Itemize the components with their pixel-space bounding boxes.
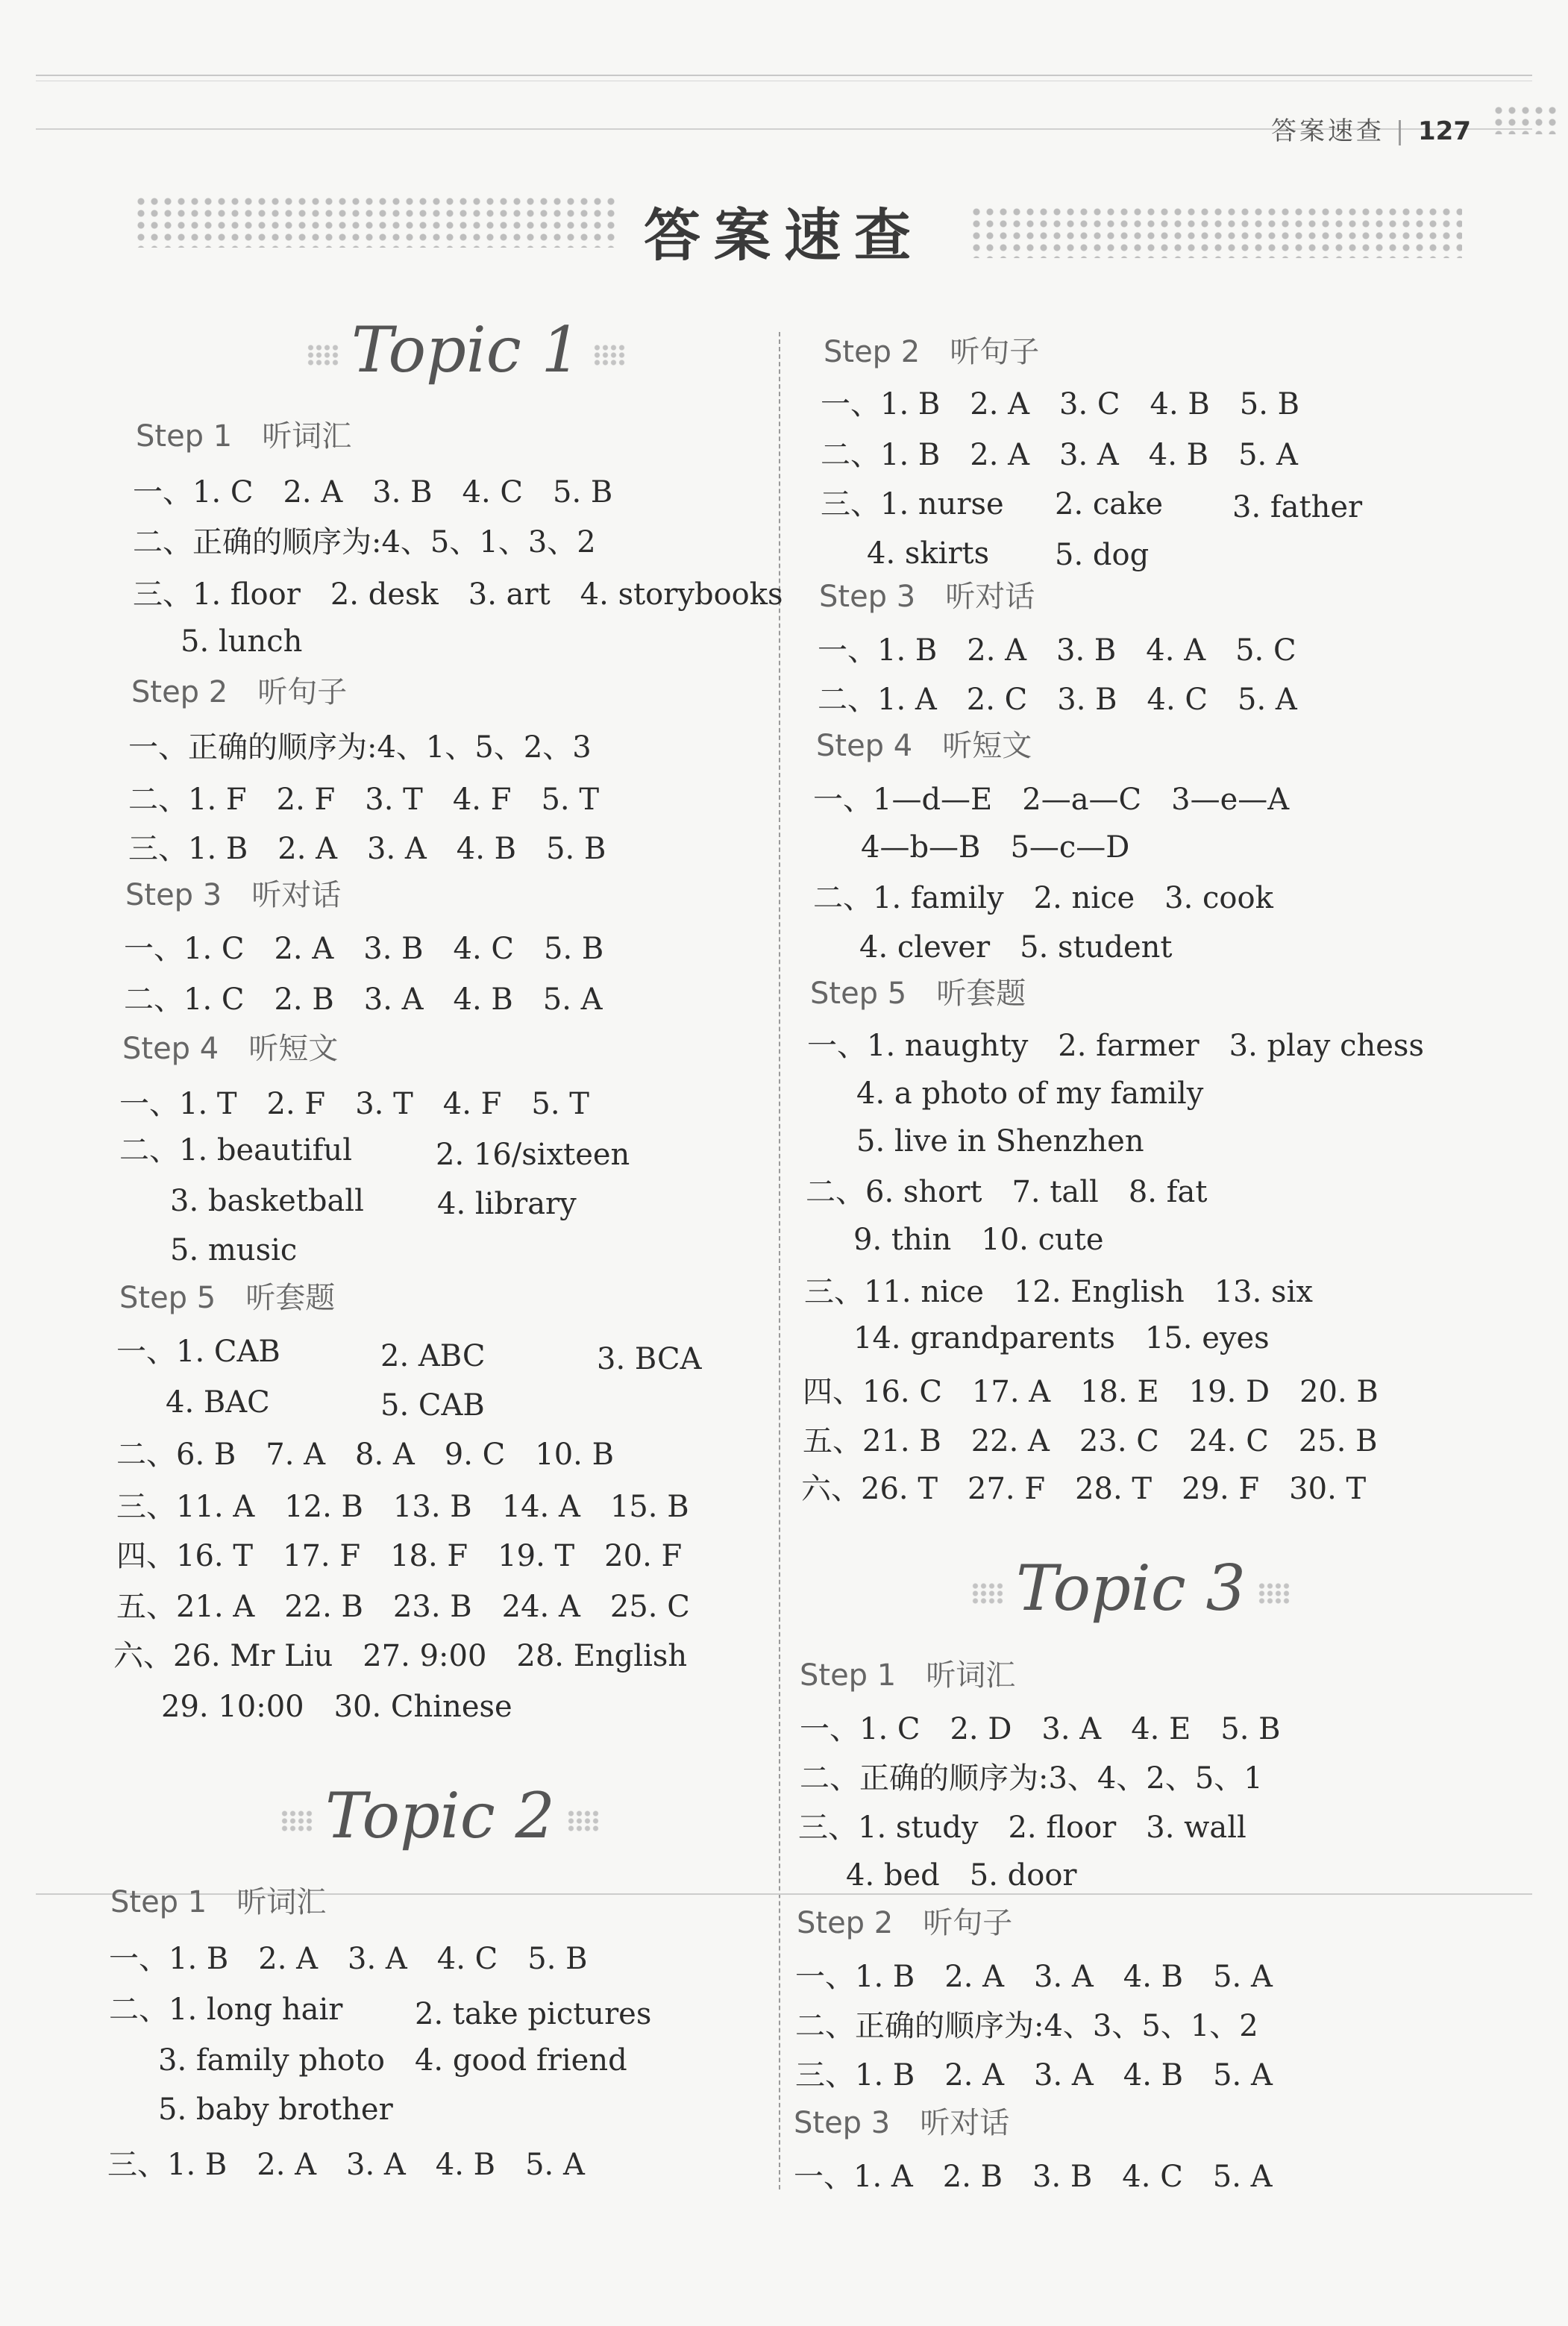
topic-2-label: Topic 2 [325, 1779, 555, 1852]
answer-line: 二、正确的顺序为:3、4、2、5、1 [800, 1761, 1263, 1796]
answer-line: 二、6. short 7. tall 8. fat [806, 1175, 1208, 1209]
answer-line: 三、1. B 2. A 3. A 4. B 5. A [107, 2148, 585, 2182]
answer-line: 六、26. Mr Liu 27. 9:00 28. English [113, 1639, 688, 1673]
answer-line: 5. CAB [380, 1388, 485, 1423]
answer-line: 四、16. T 17. F 18. F 19. T 20. F [116, 1539, 683, 1573]
answer-line: 2. 16/sixteen [436, 1138, 630, 1172]
answer-line: 一、1. CAB [116, 1335, 280, 1369]
answer-line: 二、正确的顺序为:4、3、5、1、2 [795, 2009, 1258, 2043]
running-header-section: 答案速查 [1270, 116, 1384, 146]
topic-dots-icon [307, 344, 339, 366]
topic-3-label: Topic 3 [1016, 1552, 1246, 1625]
answer-line: 二、1. F 2. F 3. T 4. F 5. T [128, 783, 600, 817]
t3-step2-heading: Step 2 听句子 [797, 1906, 1013, 1940]
t2-step2-heading: Step 2 听句子 [824, 335, 1040, 369]
answer-line: 一、1. naughty 2. farmer 3. play chess [807, 1029, 1424, 1063]
t1-step5-heading: Step 5 听套题 [119, 1281, 336, 1315]
t2-step4-heading: Step 4 听短文 [816, 729, 1032, 763]
answer-line: 5. music [170, 1233, 298, 1267]
t1-step2-heading: Step 2 听句子 [131, 675, 348, 709]
t1-step1-heading: Step 1 听词汇 [136, 419, 352, 454]
answer-line: 二、正确的顺序为:4、5、1、3、2 [133, 525, 596, 559]
answer-line: 三、11. nice 12. English 13. six [804, 1275, 1313, 1309]
topic-dots-icon [971, 1582, 1004, 1605]
topic-1-label: Topic 1 [351, 313, 581, 386]
answer-line: 六、26. T 27. F 28. T 29. F 30. T [801, 1472, 1367, 1506]
answer-line: 二、1. long hair [109, 1993, 343, 2027]
page-title: 答案速查 [644, 202, 924, 269]
answer-line: 二、1. A 2. C 3. B 4. C 5. A [818, 683, 1297, 717]
answer-line: 5. lunch [181, 624, 303, 659]
t3-step1-heading: Step 1 听词汇 [800, 1658, 1016, 1693]
answer-line: 4. a photo of my family [856, 1076, 1204, 1111]
answer-line: 3. family photo 4. good friend [158, 2043, 627, 2078]
answer-line: 9. thin 10. cute [853, 1223, 1104, 1257]
topic-1-title [295, 313, 638, 386]
answer-line: 5. dog [1055, 538, 1150, 572]
answer-line: 2. cake [1055, 487, 1164, 521]
answer-line: 一、1. T 2. F 3. T 4. F 5. T [119, 1087, 589, 1121]
answer-line: 一、1. B 2. A 3. A 4. B 5. A [795, 1960, 1273, 1994]
answer-line: 5. baby brother [158, 2093, 393, 2127]
answer-line: 4. bed 5. door [846, 1858, 1077, 1893]
answer-line: 5. live in Shenzhen [856, 1124, 1144, 1159]
topic-dots-icon [593, 344, 626, 366]
answer-line: 一、正确的顺序为:4、1、5、2、3 [128, 730, 592, 765]
answer-line: 4. BAC [166, 1385, 270, 1420]
answer-line: 3. basketball [170, 1184, 364, 1218]
answer-line: 4. library [437, 1187, 577, 1221]
answer-line: 二、1. beautiful [119, 1133, 352, 1167]
topic-2-title [269, 1779, 612, 1852]
t3-step3-heading: Step 3 听对话 [794, 2106, 1010, 2140]
header-separator: | [1395, 116, 1419, 146]
answer-line: 二、6. B 7. A 8. A 9. C 10. B [116, 1438, 615, 1472]
answer-line: 五、21. B 22. A 23. C 24. C 25. B [803, 1424, 1378, 1458]
answer-line: 一、1. B 2. A 3. A 4. C 5. B [109, 1942, 588, 1976]
answer-line: 三、1. B 2. A 3. A 4. B 5. B [128, 832, 606, 866]
answer-line: 三、1. study 2. floor 3. wall [798, 1811, 1246, 1845]
answer-line: 二、1. C 2. B 3. A 4. B 5. A [124, 982, 603, 1017]
answer-line: 三、1. B 2. A 3. A 4. B 5. A [795, 2058, 1273, 2093]
topic-3-title [959, 1552, 1302, 1625]
answer-line: 4. clever 5. student [859, 930, 1173, 965]
topic-dots-icon [567, 1810, 600, 1832]
answer-line: 4. skirts [867, 536, 990, 571]
answer-line: 3. BCA [597, 1342, 702, 1376]
answer-line: 五、21. A 22. B 23. B 24. A 25. C [116, 1590, 690, 1624]
answer-line: 2. take pictures [415, 1997, 652, 2031]
answer-line: 三、1. floor 2. desk 3. art 4. storybooks [133, 577, 783, 612]
answer-line: 四、16. C 17. A 18. E 19. D 20. B [803, 1375, 1379, 1409]
answer-line: 一、1. C 2. A 3. B 4. C 5. B [133, 475, 613, 510]
t1-step3-heading: Step 3 听对话 [125, 878, 342, 912]
header-rule [36, 75, 1532, 76]
topic-dots-icon [280, 1810, 313, 1832]
answer-line: 29. 10:00 30. Chinese [161, 1690, 512, 1724]
page-number: 127 [1418, 116, 1471, 146]
answer-line: 一、1. B 2. A 3. C 4. B 5. B [821, 387, 1300, 421]
answer-line: 二、1. family 2. nice 3. cook [813, 881, 1273, 915]
answer-line: 二、1. B 2. A 3. A 4. B 5. A [821, 438, 1298, 472]
answer-line: 三、1. nurse [821, 487, 1004, 521]
running-header [1271, 110, 1471, 147]
answer-line: 一、1. C 2. D 3. A 4. E 5. B [800, 1712, 1281, 1746]
t2-step3-heading: Step 3 听对话 [819, 580, 1035, 614]
answer-line: 4—b—B 5—c—D [861, 830, 1130, 865]
answer-line: 一、1. A 2. B 3. B 4. C 5. A [794, 2160, 1273, 2194]
t2-step1-heading: Step 1 听词汇 [110, 1885, 327, 1919]
answer-line: 一、1. C 2. A 3. B 4. C 5. B [124, 932, 604, 966]
answer-line: 14. grandparents 15. eyes [853, 1321, 1270, 1355]
t1-step4-heading: Step 4 听短文 [122, 1032, 339, 1066]
answer-line: 2. ABC [380, 1339, 486, 1373]
answer-line: 三、11. A 12. B 13. B 14. A 15. B [116, 1490, 689, 1524]
t2-step5-heading: Step 5 听套题 [810, 977, 1026, 1011]
answer-line: 一、1—d—E 2—a—C 3—e—A [813, 783, 1290, 817]
header-dot-pattern [1492, 104, 1559, 134]
answer-line: 一、1. B 2. A 3. B 4. A 5. C [818, 633, 1296, 668]
topic-dots-icon [1258, 1582, 1291, 1605]
answer-line: 3. father [1232, 490, 1363, 524]
